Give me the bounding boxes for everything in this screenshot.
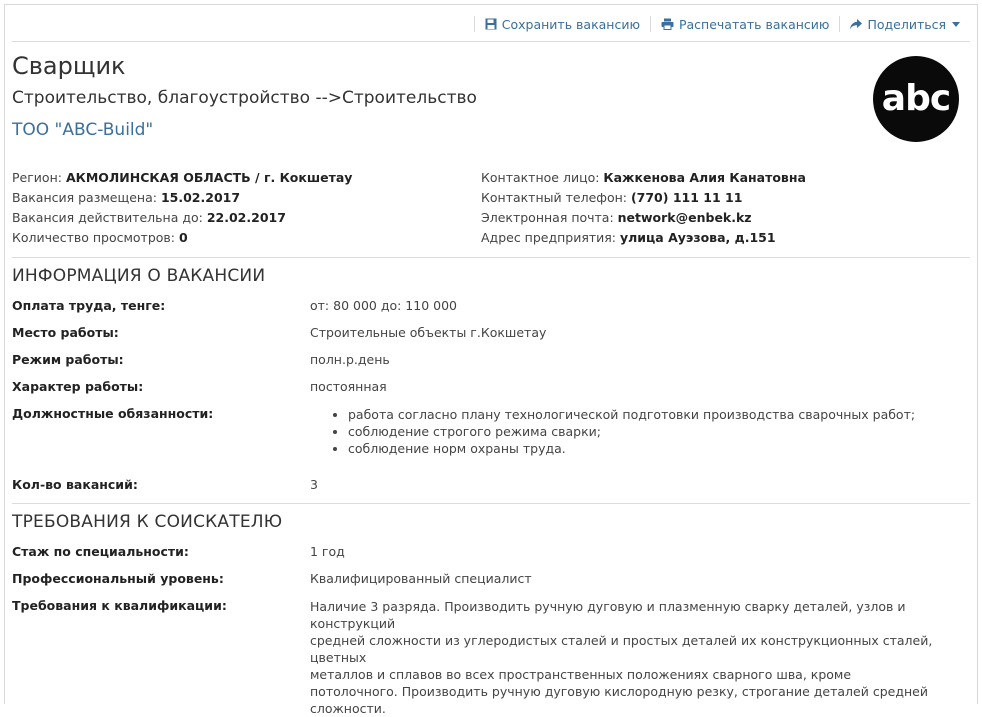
divider [12, 257, 970, 258]
save-vacancy-button[interactable] [475, 17, 650, 32]
share-arrow-icon [850, 19, 862, 30]
chevron-down-icon [952, 22, 960, 27]
list-item: • работа согласно плану технологической подготовки производства сварочных работ; [348, 406, 915, 423]
meta-views: Количество просмотров: 0 [12, 230, 188, 245]
meta-valid-until: Вакансия действительна до: 22.02.2017 [12, 210, 286, 225]
vacancy-info-heading: ИНФОРМАЦИЯ О ВАКАНСИИ [12, 266, 266, 286]
divider [12, 503, 970, 504]
meta-email: Электронная почта: network@enbek.kz [481, 210, 752, 225]
vacancy-category: Строительство, благоустройство -->Строительство [12, 88, 477, 108]
requirements-heading: ТРЕБОВАНИЯ К СОИСКАТЕЛЮ [12, 512, 283, 532]
meta-posted-date: Вакансия размещена: 15.02.2017 [12, 190, 241, 205]
company-logo-text: abc [881, 78, 951, 119]
meta-address: Адрес предприятия: улица Ауэзова, д.151 [481, 230, 776, 245]
duties-list [310, 406, 915, 457]
qualification-text: Наличие 3 разряда. Производить ручную дуговую и плазменную сварку деталей, узлов и конструкций средней сложности из углеродистых сталей и простых деталей их конструкционных сталей, цветных металлов и сплавов во всех пространственных положениях сварного шва, кроме потолочного. Производить ручную дуговую кислородную резку, строгание деталей средней сложности. [310, 599, 933, 716]
save-icon [485, 18, 497, 30]
meta-contact-phone: Контактный телефон: (770) 111 11 11 [481, 190, 743, 205]
save-vacancy-label: Сохранить вакансию [501, 16, 640, 32]
company-logo [873, 56, 959, 142]
meta-contact-person: Контактное лицо: Кажкенова Алия Канатовна [481, 170, 806, 185]
vacancy-meta-left [12, 168, 352, 248]
share-label: Поделиться [867, 16, 946, 32]
vacancy-toolbar [474, 14, 970, 34]
company-link[interactable]: ТОО "ABC-Build" [12, 120, 154, 140]
meta-region: Регион: АКМОЛИНСКАЯ ОБЛАСТЬ / г. Кокшетау [12, 170, 353, 185]
list-item: • соблюдение норм охраны труда. [348, 440, 915, 457]
vacancy-meta-right [481, 168, 806, 248]
share-button[interactable] [840, 17, 970, 32]
print-vacancy-label: Распечатать вакансию [678, 16, 830, 32]
divider [12, 41, 970, 42]
vacancy-title: Сварщик [12, 52, 126, 80]
print-icon [661, 18, 674, 30]
list-item: • соблюдение строгого режима сварки; [348, 423, 915, 440]
print-vacancy-button[interactable] [651, 17, 839, 32]
